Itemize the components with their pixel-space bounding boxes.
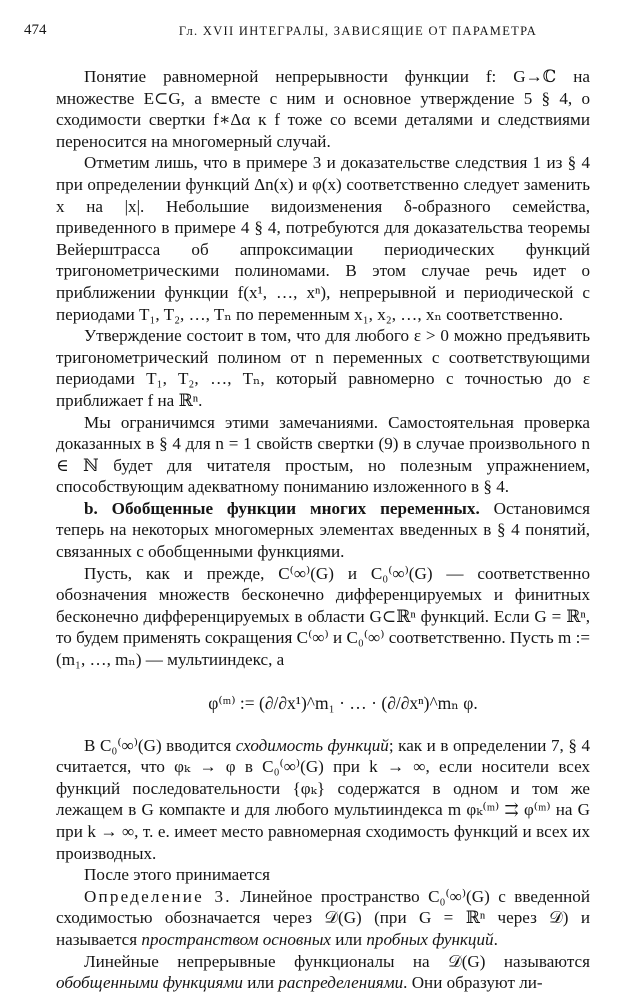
page-header <box>24 22 604 46</box>
derivative-formula: φ⁽ᵐ⁾ := (∂/∂x¹)^m₁ · … · (∂/∂xⁿ)^mₙ φ. <box>208 692 478 713</box>
paragraph-remarks: Отметим лишь, что в примере 3 и доказательстве следствия 1 из § 4 при определении функций Δn(x) и φ(x) соответственно следует заменить x на |x|. Небольшие видоизменения δ-образного семейства, приведенного в примере 4 § 4, потребуются для доказательства теоремы Вейерштрасса об аппроксимации периодических функций тригонометрическими полиномами. В этом случае речь идет о приближении функции f(x¹, …, xⁿ), непрерывной и периодической с периодами T₁, T₂, …, Tₙ по переменным x₁, x₂, …, xₙ соответственно. <box>56 153 590 324</box>
last-rest: . Они образуют ли- <box>403 973 543 993</box>
running-title: Гл. XVII ИНТЕГРАЛЫ, ЗАВИСЯЩИЕ ОТ ПАРАМЕТРА <box>178 24 538 38</box>
paragraph-convergence <box>56 735 590 865</box>
convergence-rest: ; как и в определении 7, § 4 считается, что φₖ → φ в C₀⁽∞⁾(G) при k → ∞, если носители всех функций последовательности {φₖ} содержатся в одном и том же лежащем в G компакте и для любого мультииндекса m φₖ⁽ᵐ⁾ ⇉ φ⁽ᵐ⁾ на G при k → ∞, т. е. имеет место равномерная сходимость функций и всех их производных. <box>56 735 591 863</box>
page-number: 474 <box>24 22 47 38</box>
last-term-b: распределениями <box>278 973 404 993</box>
definition-text-c: . <box>493 929 498 949</box>
definition-text-b: или <box>330 929 367 949</box>
paragraph-uniform-continuity: Понятие равномерной непрерывности функции f: G→ℂ на множестве E⊂G, а вместе с ним и основное утверждение 5 § 4, о сходимости свертки f∗Δα к f тоже со всеми деталями и следствиями переносится на многомерный случай. <box>56 67 590 151</box>
section-b <box>56 498 590 563</box>
last-term-a: обобщенными функциями <box>56 973 243 993</box>
section-b-heading: b. Обобщенные функции многих переменных. <box>84 498 480 518</box>
main-text <box>56 66 590 994</box>
definition-label: Определение 3. <box>84 886 232 906</box>
last-mid: или <box>242 973 279 993</box>
definition-term-b: пробных функций <box>366 929 494 949</box>
paragraph-exercise: Мы ограничимся этими замечаниями. Самостоятельная проверка доказанных в § 4 для n = 1 свойств свертки (9) в случае произвольного n ∈ ℕ будет для читателя простым, но полезным упражнением, способствующим адекватному пониманию изложенного в § 4. <box>56 412 590 497</box>
last-lead: Линейные непрерывные функционалы на 𝒟(G) называются <box>84 951 590 971</box>
definition-3 <box>56 886 590 951</box>
definition-text-a: Линейное пространство C₀⁽∞⁾(G) с введенной сходимостью обозначается через 𝒟(G) (при G = ℝⁿ через 𝒟) и называется <box>56 886 590 949</box>
paragraph-notation: Пусть, как и прежде, C⁽∞⁾(G) и C₀⁽∞⁾(G) — соответственно обозначения множеств бесконечно дифференцируемых и финитных бесконечно дифференцируемых в области G⊂ℝⁿ функций. Если G = ℝⁿ, то будем применять сокращения C⁽∞⁾ и C₀⁽∞⁾ соответственно. Пусть m := (m₁, …, mₙ) — мультииндекс, а <box>56 563 590 670</box>
convergence-lead: В C₀⁽∞⁾(G) вводится <box>84 735 236 755</box>
paragraph-after: После этого принимается <box>84 865 270 885</box>
paragraph-distributions <box>56 951 590 994</box>
paragraph-statement: Утверждение состоит в том, что для любого ε > 0 можно предъявить тригонометрический полином от n переменных с соответствующими периодами T₁, T₂, …, Tₙ, который равномерно с точностью до ε приближает f на ℝⁿ. <box>56 326 590 410</box>
section-b-text: Остановимся теперь на некоторых многомерных элементах введенных в § 4 понятий, связанных с обобщенными функциями. <box>56 498 590 562</box>
definition-term-a: пространством основных <box>141 929 331 949</box>
convergence-term: сходимость функций <box>235 735 389 755</box>
